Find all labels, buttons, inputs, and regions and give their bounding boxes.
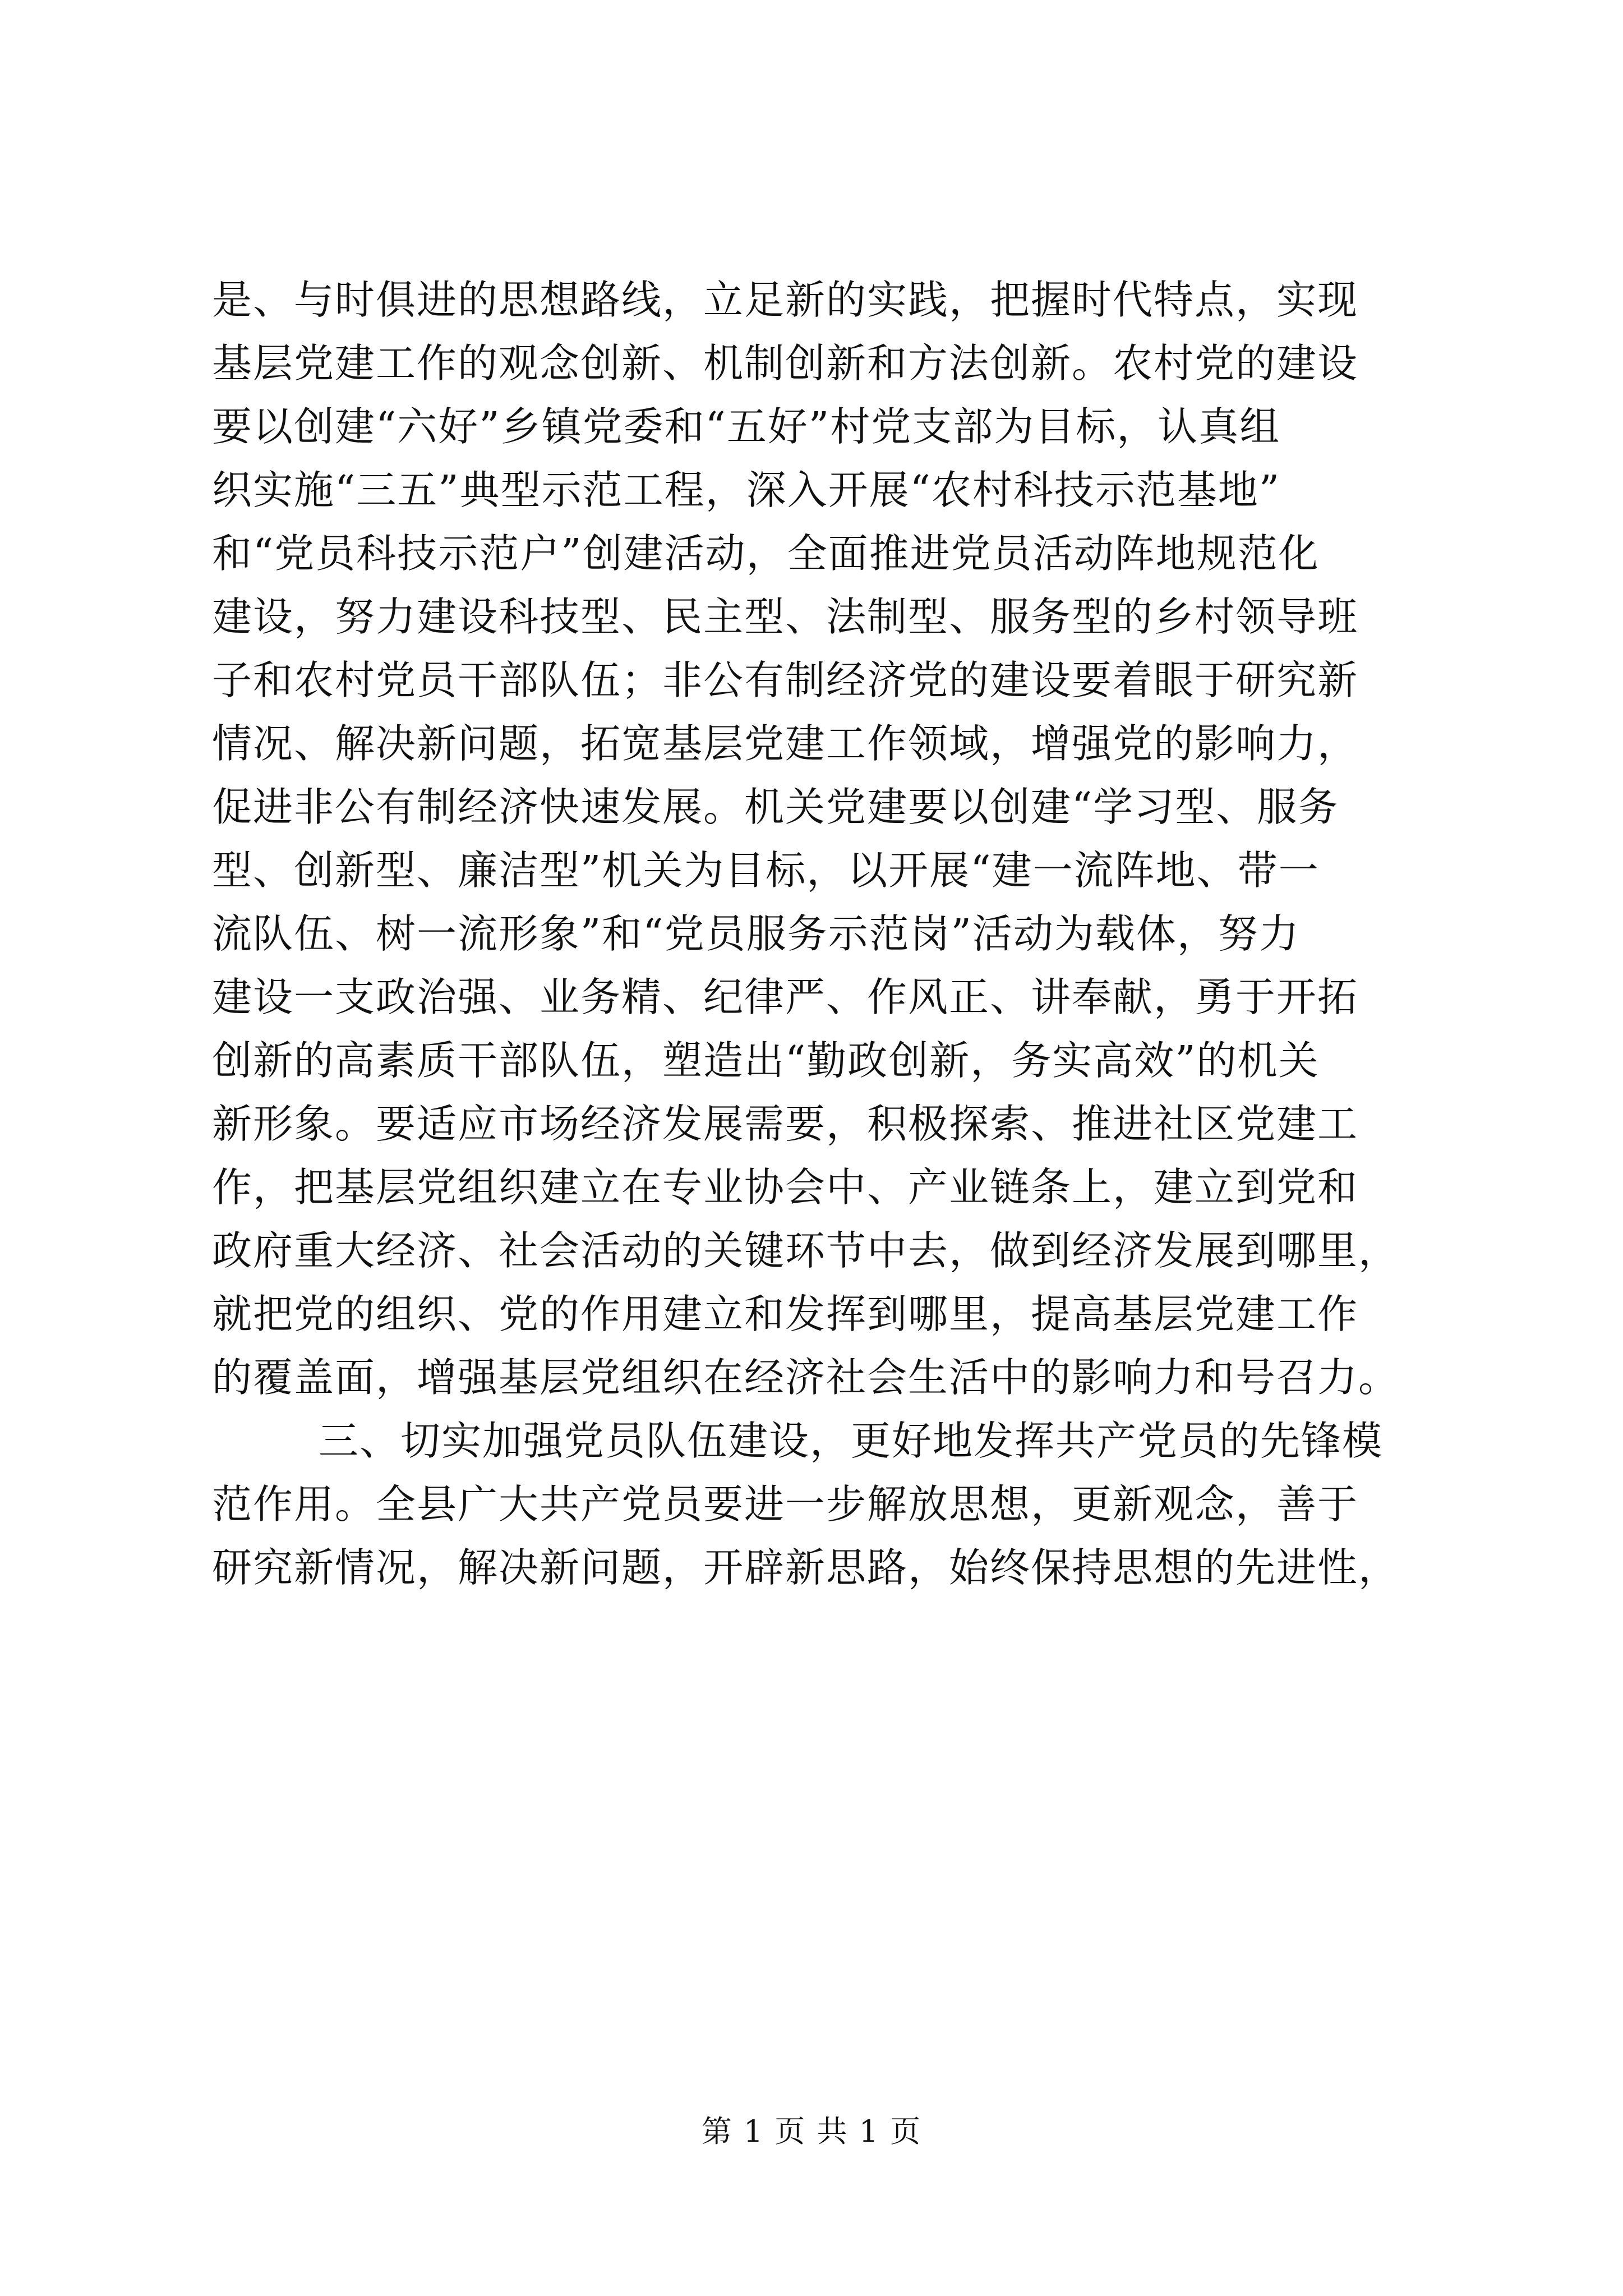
page-number-footer: 第 1 页 共 1 页 <box>701 2114 922 2149</box>
text-line: 作，把基层党组织建立在专业协会中、产业链条上，建立到党和 <box>212 1164 1359 1211</box>
text-line: 创新的高素质干部队伍，塑造出“勤政创新，务实高效”的机关 <box>212 1037 1320 1084</box>
text-line: 要以创建“六好”乡镇党委和“五好”村党支部为目标，认真组 <box>212 403 1281 450</box>
text-line: 范作用。全县广大共产党员要进一步解放思想，更新观念，善于 <box>212 1481 1359 1527</box>
text-line: 就把党的组织、党的作用建立和发挥到哪里，提高基层党建工作 <box>212 1291 1359 1337</box>
text-line: 型、创新型、廉洁型”机关为目标，以开展“建一流阵地、带一 <box>212 847 1320 894</box>
text-line: 促进非公有制经济快速发展。机关党建要以创建“学习型、服务 <box>212 784 1339 830</box>
text-line: 是、与时俱进的思想路线，立足新的实践，把握时代特点，实现 <box>212 277 1359 323</box>
text-line: 基层党建工作的观念创新、机制创新和方法创新。农村党的建设 <box>212 340 1359 386</box>
body-text <box>212 268 1438 1599</box>
text-line: 情况、解决新问题，拓宽基层党建工作领域，增强党的影响力， <box>212 720 1359 767</box>
text-line: 和“党员科技示范户”创建活动，全面推进党员活动阵地规范化 <box>212 530 1320 577</box>
text-line: 织实施“三五”典型示范工程，深入开展“农村科技示范基地” <box>212 467 1281 513</box>
text-line: 新形象。要适应市场经济发展需要，积极探索、推进社区党建工 <box>212 1101 1359 1147</box>
text-line: 研究新情况，解决新问题，开辟新思路，始终保持思想的先进性， <box>212 1544 1400 1591</box>
text-line: 建设一支政治强、业务精、纪律严、作风正、讲奉献，勇于开拓 <box>212 974 1359 1020</box>
text-line: 政府重大经济、社会活动的关键环节中去，做到经济发展到哪里， <box>212 1227 1400 1274</box>
section-3-first-line: 三、切实加强党员队伍建设，更好地发挥共产党员的先锋模 <box>319 1418 1384 1464</box>
text-line: 流队伍、树一流形象”和“党员服务示范岗”活动为载体，努力 <box>212 910 1300 957</box>
text-line: 的覆盖面，增强基层党组织在经济社会生活中的影响力和号召力。 <box>212 1354 1400 1401</box>
text-line: 子和农村党员干部队伍；非公有制经济党的建设要着眼于研究新 <box>212 657 1359 703</box>
text-line: 建设，努力建设科技型、民主型、法制型、服务型的乡村领导班 <box>212 593 1359 640</box>
